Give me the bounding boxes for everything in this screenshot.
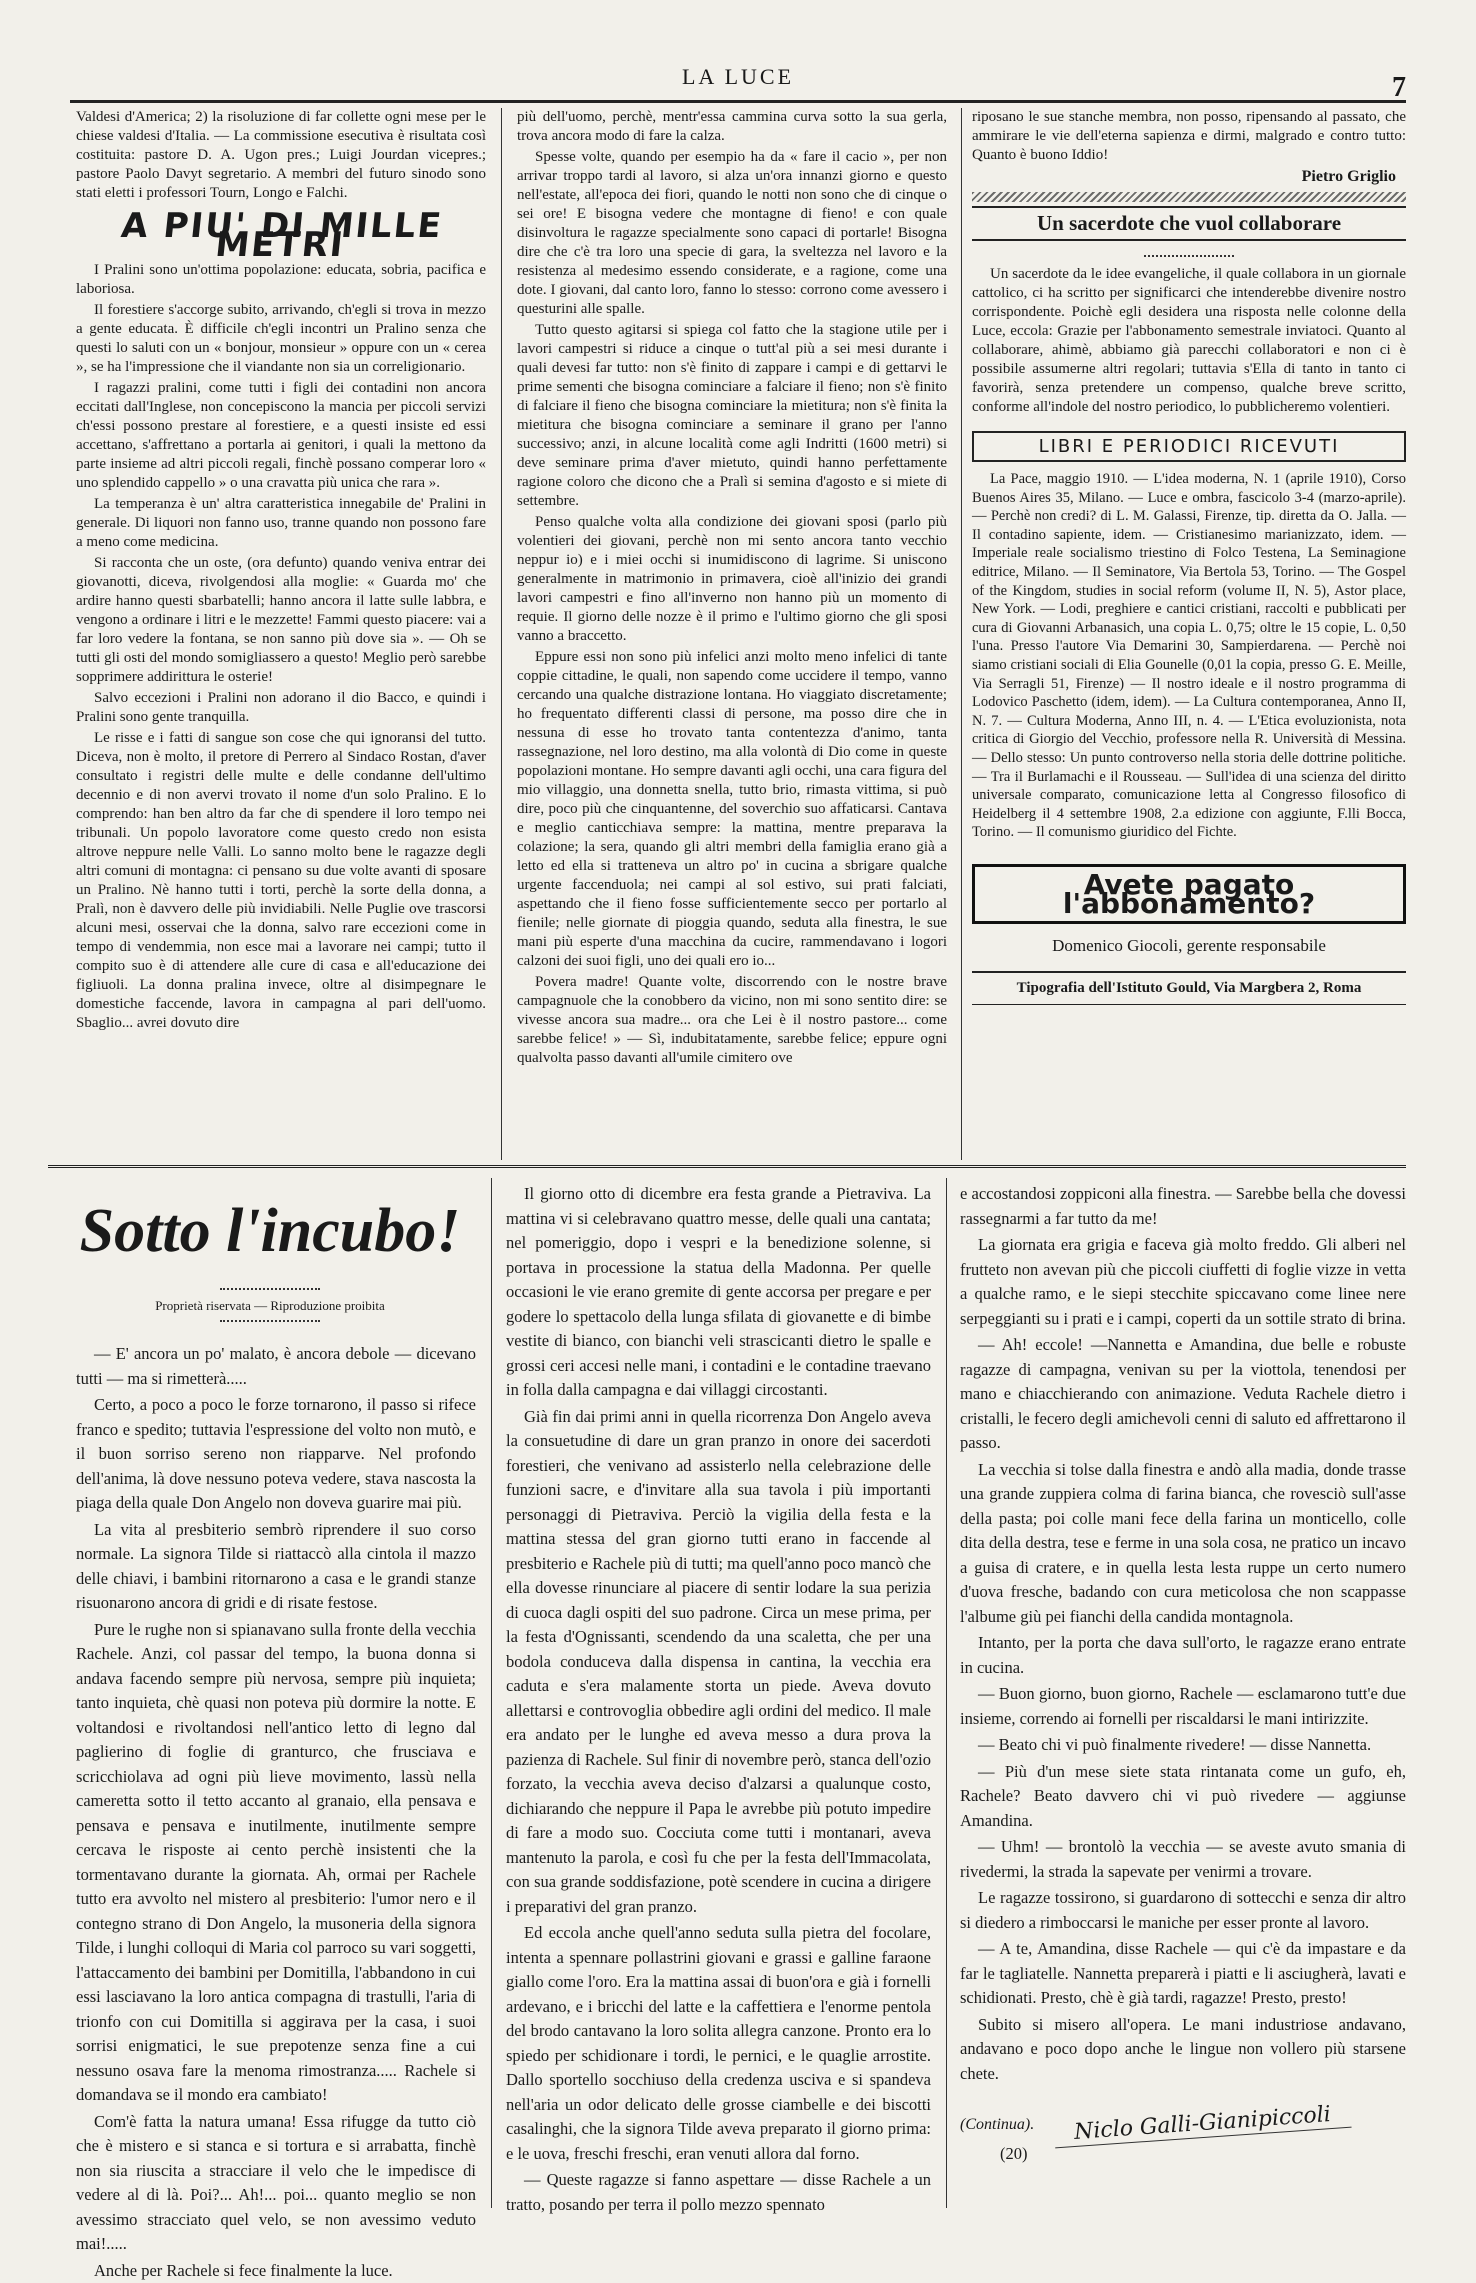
paragraph: Il forestiere s'accorge subito, arrivando, ch'egli si trova in mezzo a gente educata. È difficile ch'egli incontri un Pralino senza che questi lo saluti con un « bonjour, monsieur » oppure con un « cerea », se ha l'impressione che il viandante non sia un correligionario. bbox=[76, 301, 486, 377]
paragraph: La vecchia si tolse dalla finestra e andò alla madia, donde trasse una grande zuppiera colma di farina bianca, che rovesciò sull'asse della pasta; poi colle mani fece della farina un monticello, colle dita della destra, tese e ferme in una sola cosa, ne pratico un incavo a guisa di cratere, e in quella lesta lesta ruppe un certo numero d'uova fresche, badando con cura meticolosa che non scappasse l'albume giù pei fianchi della candida montagnola. bbox=[960, 1458, 1406, 1630]
story-title: Sotto l'incubo! bbox=[70, 1196, 470, 1267]
paragraph: Com'è fatta la natura umana! Essa rifugge da tutto ciò che è mistero e si stanca e si tortura e si arrabatta, finchè non sia riuscita a stracciare il velo che le impedisce di vedere al di là. Poi?... Ah!... poi... quanto meglio se non avessimo stracciato quel velo, se non avessimo veduto mai!..... bbox=[76, 2110, 476, 2257]
author-handwritten-signature: Niclo Galli-Gianipiccoli bbox=[1054, 2102, 1352, 2148]
paragraph: — A te, Amandina, disse Rachele — qui c'è da impastare e da far le tagliatelle. Nannetta preparerà i piatti e li asciugherà, lavati e schidionati. Presto, chè è già tardi, ragazze! Presto, presto! bbox=[960, 1937, 1406, 2011]
continua-label: (Continua). bbox=[960, 2113, 1034, 2138]
paragraph: Certo, a poco a poco le forze tornarono, il passo si rifece franco e spedito; tuttavia l'espressione del volto non mutò, e il buon sorriso sereno non riapparve. Nel profondo dell'anima, là dove nessuno poteva vedere, stava nascosta la piaga della quale Don Angelo non doveva guarire mai più. bbox=[76, 1393, 476, 1516]
column-3 bbox=[972, 108, 1406, 1163]
section-rule bbox=[48, 1165, 1406, 1168]
column-2 bbox=[517, 108, 947, 1163]
paragraph: Ed eccola anche quell'anno seduta sulla pietra del focolare, intenta a spennare pollastrini giovani e grassi e galline faraone giallo come l'oro. Era la mattina assai di buon'ora e già i fornelli ardevano, e i bricchi del latte e la caffettiera e l'enorme pentola del brodo cantavano la loro solita allegra canzone. Pronto era lo spiedo per schidionare i tordi, le pernici, e le quaglie arrostite. Dallo sportello socchiuso della credenza usciva e si spandeva nell'aria un odor delicato delle grosse ciambelle e dei biscotti casalinghi, che la signora Tilde aveva preparato il giorno prima: e le uova, freschi freschi, eran venuti allora dal forno. bbox=[506, 1921, 931, 2166]
tipografia-line: Tipografia dell'Istituto Gould, Via Margbera 2, Roma bbox=[972, 971, 1406, 1005]
column-1 bbox=[76, 108, 486, 1163]
column-divider bbox=[961, 108, 962, 1160]
story-column-1 bbox=[76, 1342, 476, 2212]
paragraph: Le ragazze tossirono, si guardarono di sottecchi e senza dir altro si diedero a rimboccarsi le maniche per esser pronte al lavoro. bbox=[960, 1886, 1406, 1935]
article-heading-mille-metri: A PIU' DI MILLE METRI bbox=[74, 217, 488, 255]
paragraph: Tutto questo agitarsi si spiega col fatto che la stagione utile per i lavori campestri si riduce a cinque o tutt'al più a sei mesi durante i quali devesi far tutto: non s'è finito di zappare i campi e di gettarvi le prime sementi che bisogna cominciare a falciare il fieno; non s'è finito di falciare il fieno che bisogna cominciare la mietitura; non s'è finita la mietitura che bisogna cominciare a seminare il grano per l'anno successivo; anzi, in alcune località come agli Indritti (1600 metri) si deve seminare prima d'aver mietuto, quindi hanno perfettamente ragione coloro che dicono che a Pralì si semina d'agosto e si miete di settembre. bbox=[517, 321, 947, 511]
column-divider bbox=[491, 1178, 492, 2208]
paragraph: I Pralini sono un'ottima popolazione: educata, sobria, pacifica e laboriosa. bbox=[76, 261, 486, 299]
continuation-block bbox=[960, 2112, 1406, 2138]
paragraph: Si racconta che un oste, (ora defunto) quando veniva entrar dei giovanotti, diceva, rivolgendosi alla moglie: « Guarda mo' che ardire hanno questi sbarbatelli; hanno ancora il latte sulle labbra, e vengono a ordinare i litri e le mezzette! Fammi questo piacere: vai a far loro vedere la fontana, se non sanno più dove sia ». — Oh se tutti gli osti del mondo somigliassero a questo! Meglio però sarebbe sopprimere addirittura le osterie! bbox=[76, 554, 486, 687]
paragraph: La temperanza è un' altra caratteristica innegabile de' Pralini in generale. Di liquori non fanno uso, tranne quando non possono fare a meno come medicina. bbox=[76, 495, 486, 552]
paragraph: Intanto, per la porta che dava sull'orto, le ragazze erano entrate in cucina. bbox=[960, 1631, 1406, 1680]
sacerdote-heading: Un sacerdote che vuol collaborare bbox=[972, 206, 1406, 241]
libri-heading: LIBRI E PERIODICI RICEVUTI bbox=[972, 431, 1406, 462]
paragraph: Spesse volte, quando per esempio ha da « fare il cacio », per non arrivar troppo tardi al lavoro, si alza un'ora innanzi giorno e questo nell'estate, all'epoca dei fiori, quando le notti non sono che di cinque o sei ore! E bisogna vedere che montagne di fieno! e con quale disinvoltura le ragazze specialmente sono capaci di portarle! Bisogna dire che c'è tra loro una specie di gara, la sveltezza nel lavoro e la resistenza al medesimo essendo considerate, e a ragione, come una dote. I giovani, dal canto loro, fanno lo stesso: corrono come avessero i questurini alle spalle. bbox=[517, 148, 947, 319]
paragraph: — Ah! eccole! —Nannetta e Amandina, due belle e robuste ragazze di campagna, venivan su per la viottola, tenendosi per mano e chiacchierando con animazione. Veduta Rachele dietro i cristalli, le fecero degli amichevoli cenni di saluto ed affrettarono il passo. bbox=[960, 1333, 1406, 1456]
paragraph: — Buon giorno, buon giorno, Rachele — esclamarono tutt'e due insieme, correndo ai fornelli per riscaldarsi le mani intirizzite. bbox=[960, 1682, 1406, 1731]
header-rule bbox=[70, 100, 1406, 103]
griglio-ending: riposano le sue stanche membra, non posso, ripensando al passato, che ammirare le vie dell'eterna sapienza e dirmi, malgrado e contro tutto: Quanto è buono Iddio! bbox=[972, 108, 1406, 165]
sacerdote-text: Un sacerdote da le idee evangeliche, il quale collabora in un giornale cattolico, ci ha scritto per significarci che intenderebbe divenire nostro corrispondente. Poichè egli desidera una risposta nelle colonne della Luce, eccola: Grazie per l'abbonamento semestrale inviatoci. Quanto al collaborare, ahimè, abbiamo già parecchi collaboratori e non ci è possibile assumerne altri regolari; tuttavia s'Ella di tanto in tanto ci favorirà, senza pretendere un compenso, qualche breve scritto, conforme all'indole del nostro periodico, lo pubblicheremo volentieri. bbox=[972, 265, 1406, 417]
paragraph: Il giorno otto di dicembre era festa grande a Pietraviva. La mattina vi si celebravano quattro messe, delle quali una cantata; nel pomeriggio, dopo i vespri e la benedizione solenne, si portava in processione la statua della Madonna. Per quelle occasioni le vie erano gremite di gente accorsa per pregare e per godere lo spettacolo della lunga sfilata di giovanette e di bimbe vestite di bianco, con bianchi veli strascicanti dietro le spalle e grossi ceri accesi nelle mani, i contadini e le contadine traevano in folla dalla campagna e dai villaggi circostanti. bbox=[506, 1182, 931, 1403]
author-signature: Pietro Griglio bbox=[972, 167, 1396, 186]
paragraph: I ragazzi pralini, come tutti i figli dei contadini non ancora eccitati dall'Inglese, non concepiscono la mancia per piccoli servizi ch'essi possono prestare al forestiere, e a questi insiste ed essi accettano, s'affrettano a portarla ai genitori, i quali la mettono da parte insieme ad altri piccoli regali, finchè possano comperar loro « uno splendido cappello » o una cravatta più unica che rara ». bbox=[76, 379, 486, 493]
gerente-line: Domenico Giocoli, gerente responsabile bbox=[972, 936, 1406, 955]
paragraph: La vita al presbiterio sembrò riprendere il suo corso normale. La signora Tilde si riattaccò alla cintola il mazzo delle chiavi, i bambini ritornarono a casa e le grandi stanze risuonarono ancora di gridi e di risate festose. bbox=[76, 1518, 476, 1616]
paragraph: La giornata era grigia e faceva già molto freddo. Gli alberi nel frutteto non avevan più che piccoli ciuffetti di foglie vizze in vetta a qualche ramo, e le siepi stecchite spiccavano come linee nere serpeggianti su i prati e i campi, coperti da un sottile strato di brina. bbox=[960, 1233, 1406, 1331]
paragraph: Povera madre! Quante volte, discorrendo con le nostre brave campagnuole che la conobbero da vicino, non mi sono sentito dire: se vivesse ancora sua madre... ora che Lei è il nostro pastore... come sarebbe felice! » — Sì, indubitatamente, sarebbe felice; eppure ogni qualvolta passo davanti all'umile cimitero ove bbox=[517, 973, 947, 1068]
paragraph: — Più d'un mese siete stata rintanata come un gufo, eh, Rachele? Beato davvero chi vi può rivedere — aggiunse Amandina. bbox=[960, 1760, 1406, 1834]
paragraph: Subito si misero all'opera. Le mani industriose andavano, andavano e poco dopo anche le lingue non vollero più starsene chete. bbox=[960, 2013, 1406, 2087]
paragraph: — E' ancora un po' malato, è ancora debole — dicevano tutti — ma si rimetterà..... bbox=[76, 1342, 476, 1391]
story-column-3 bbox=[960, 1182, 1406, 2212]
paragraph: Eppure essi non sono più infelici anzi molto meno infelici di tante coppie cittadine, le quali, non sapendo come uccidere il tempo, vanno cercando una qualche distrazione lontana. Ho viaggiato discretamente; ho frequentato differenti classi di persone, ma posso dire che in nessuna di esse ho trovato tanta contentezza d'animo, tanta rassegnazione, nel loro destino, ma alla volontà di Dio come in queste popolazioni montane. Ho sempre davanti agli occhi, una cara figura del mio villaggio, una donnetta snella, tutto brio, rimasta vittima, si può dire, poco più che cinquantenne, del soverchio suo affaticarsi. Cantava e meglio canticchiava sempre: la mattina, mentre preparava la colazione; la sera, quando gli altri membri della famiglia erano già a letto ed ella si tratteneva un altro po' in cucina a sbrigare qualche urgente faccenduola; nei campi al sol estivo, sui prati falciati, aspettando che il fieno fosse sufficientemente secco per portarlo al fienile; nelle giornate di pioggia quando, seduta alla finestra, le sue mani più esperte d'una macchina da cucire, rammendavano i logori calzoni dei suoi figli, uno dei quali ero io... bbox=[517, 648, 947, 971]
paragraph: Già fin dai primi anni in quella ricorrenza Don Angelo aveva la consuetudine di dare un gran pranzo in onore dei sacerdoti forestieri, che venivano ad assisterlo nella celebrazione delle funzioni sacre, e d'invitare alla sua tavola i più importanti personaggi di Pietraviva. Perciò la vigilia della festa e la mattina stessa del gran giorno tutti erano in faccende al presbiterio e Rachele più di tutti; ma quell'anno poco mancò che ella dovesse rinunciare al piacere di sentir lodare la sua perizia di cuoca dagli ospiti del suo padrone. Circa un mese prima, per la festa d'Ognissanti, scendendo da una scaletta, che per una bodola conduceva dalla dispensa in cantina, la vecchia era caduta e s'era malamente storta un piede. Aveva dovuto allettarsi e controvoglia obbedire agli ordini del medico. Il male era andato per le lunghe ed aveva messo a dura prova la pazienza di Rachele. Sul finir di novembre però, stanca dell'ozio forzato, la vecchia aveva deciso d'alzarsi a qualunque costo, dichiarando che neppure il Papa le avrebbe più potuto impedire di fare a modo suo. Cocciuta come tutti i montanari, aveva mantenuto la parola, e così fu che per la festa dell'Immacolata, con sua grande soddisfazione, potè scendere in cucina a dirigere i preparativi del gran pranzo. bbox=[506, 1405, 931, 1920]
abbonamento-notice: Avete pagato l'abbonamento? bbox=[972, 864, 1406, 924]
paragraph: più dell'uomo, perchè, mentr'essa cammina curva sotto la sua gerla, trova ancora modo di fare la calza. bbox=[517, 108, 947, 146]
libri-list: La Pace, maggio 1910. — L'idea moderna, N. 1 (aprile 1910), Corso Buenos Aires 35, Milano. — Luce e ombra, fascicolo 3-4 (marzo-aprile). — Perchè non credi? di L. M. Galassi, Firenze, tip. diretta da O. Jalla. — Il contadino sapiente, idem. — Cristianesimo marianizzato, idem. — Imperiale reale socialismo triestino di Folco Testena, La Seminagione editrice, Milano. — Il Seminatore, Via Bertola 53, Torino. — The Gospel of the Kingdom, studies in social reform (volume II, N. 5), Astor place, New York. — Lodi, preghiere e cantici cristiani, raccolti e pubblicati per cura di Giovanni Arbanasich, una copia L. 0,75; oltre le 15 copie, L. 0,50 l'una. Presso l'autore Via Demarini 30, Sampierdarena. — Perchè noi siamo cristiani sociali di Elia Gounelle (0,01 la copia, presso G. E. Meille, Via Serragli 51, Firenze) — Il nostro ideale e il nostro programma di Lodovico Paschetto (idem, idem). — La Cultura contemporanea, Anno II, N. 7. — Cultura Moderna, Anno III, n. 4. — L'Etica evoluzionista, nota critica di Giorgio del Vecchio, professore nella R. Università di Messina. — Dello stesso: Un punto controverso nella storia delle dottrine politiche. — Tra il Burlamachi e il Rousseau. — Sull'idea di una scienza del diritto universale comparato, comunicazione letta al Congresso filosofico di Heidelberg il 4 settembre 1908, 2.a edizione con aggiunte, F.lli Bocca, Torino. — Il comunismo giuridico del Fichte. bbox=[972, 470, 1406, 842]
masthead-title: LA LUCE bbox=[0, 64, 1476, 90]
valdesi-intro: Valdesi d'America; 2) la risoluzione di far collette ogni mese per le chiese valdesi d'Italia. — La commissione esecutiva è risultata così costituita: pastore D. A. Ugon pres.; Luigi Jourdan vicepres.; pastore Paolo Davyt segretario. A membri del futuro sinodo sono stati eletti i professori Tourn, Longo e Falchi. bbox=[76, 108, 486, 203]
paragraph: e accostandosi zoppiconi alla finestra. — Sarebbe bella che dovessi rassegnarmi a far tutto da me! bbox=[960, 1182, 1406, 1231]
story-copyright-note: Proprietà riservata — Riproduzione proibita bbox=[70, 1298, 470, 1314]
ornamental-rule bbox=[220, 1316, 320, 1322]
installment-number: (20) bbox=[1000, 2142, 1406, 2167]
story-column-2 bbox=[506, 1182, 931, 2212]
paragraph: — Uhm! — brontolò la vecchia — se aveste avuto smania di rivedermi, la strada la sapevate per venirmi a trovare. bbox=[960, 1835, 1406, 1884]
ornamental-rule bbox=[972, 192, 1406, 202]
column-divider bbox=[946, 1178, 947, 2208]
column-divider bbox=[501, 108, 502, 1160]
paragraph: Le risse e i fatti di sangue son cose che qui ignoransi del tutto. Diceva, non è molto, il pretore di Perrero al Sindaco Rostan, d'aver consultato i registri delle multe e delle condanne dell'ultimo decennio e di non avervi trovato il nome d'un solo Pralino. E lo comprendo: han ben altro da far che di spendere il loro tempo nei tribunali. Un popolo lavoratore come questo credo non esista altrove neppure nelle Valli. Lo sanno molto bene le ragazze degli altri comuni di montagna: ci pensano su due volte avanti di sposare un Pralino. Nè hanno tutti i torti, perchè la sorte della donna, a Pralì, non è davvero delle più invidiabili. Nelle Puglie ove trascorsi alcuni mesi, osservai che la donna, salvo rare eccezioni come in tempo di vendemmia, non esce mai a lavorare nei campi; tutto il compito suo è di attendere alle cure di casa e all'educazione dei figliuoli. La donna pralina invece, oltre al disimpegnare le domestiche faccende, lavora in campagna al pari dell'uomo. Sbaglio... avrei dovuto dire bbox=[76, 729, 486, 1033]
page-number: 7 bbox=[1392, 72, 1406, 104]
paragraph: Anche per Rachele si fece finalmente la luce. bbox=[76, 2259, 476, 2283]
paragraph: — Beato chi vi può finalmente rivedere! — disse Nannetta. bbox=[960, 1733, 1406, 1758]
ornamental-rule bbox=[220, 1284, 320, 1290]
paragraph: — Queste ragazze si fanno aspettare — disse Rachele a un tratto, posando per terra il pollo mezzo spennato bbox=[506, 2168, 931, 2217]
ornamental-rule bbox=[1144, 251, 1234, 257]
paragraph: Pure le rughe non si spianavano sulla fronte della vecchia Rachele. Anzi, col passar del tempo, la buona donna si andava facendo sempre più nervosa, sempre più inquieta; tanto inquieta, chè quasi non poteva più dormire la notte. E voltandosi e rivoltandosi nell'antico letto di legno dal paglierino di foglie di granturco, che frusciava e scricchiolava ad ogni più lieve movimento, lassù nella cameretta sotto il tetto accanto al granaio, ella pensava e pensava e pensava e inutilmente, inutilmente sempre cercava le risposte ai cento perchè insistenti che la tormentavano durante la giornata. Ah, ormai per Rachele tutto era avvolto nel mistero al presbiterio: l'umor nero e il contegno strano di Don Angelo, la musoneria della signora Tilde, i lunghi colloqui di Maria col parroco su vari soggetti, l'attaccamento dei bambini per Domitilla, l'abbandono in cui essi lasciavano la loro antica compagna di trastulli, l'aria di trionfo con cui Domitilla si aggirava per la casa, i suoi sorrisi enigmatici, le sue prepotenze senza fine a cui nessuno osava fare la menoma rimostranza..... Rachele si domandava se il mondo era cambiato! bbox=[76, 1618, 476, 2108]
paragraph: Salvo eccezioni i Pralini non adorano il dio Bacco, e quindi i Pralini sono gente tranquilla. bbox=[76, 689, 486, 727]
paragraph: Penso qualche volta alla condizione dei giovani sposi (parlo più volentieri dei giovani, perchè non mi sento ancora tanto vecchio neppur io) e i miei occhi si inumidiscono di lagrime. Si uniscono generalmente in matrimonio in primavera, cioè all'inizio dei grandi lavori campestri e fino all'inverno non hanno più un momento di requie. Il giorno delle nozze è il primo e l'ultimo giorno che gli sposi vanno a braccetto. bbox=[517, 513, 947, 646]
